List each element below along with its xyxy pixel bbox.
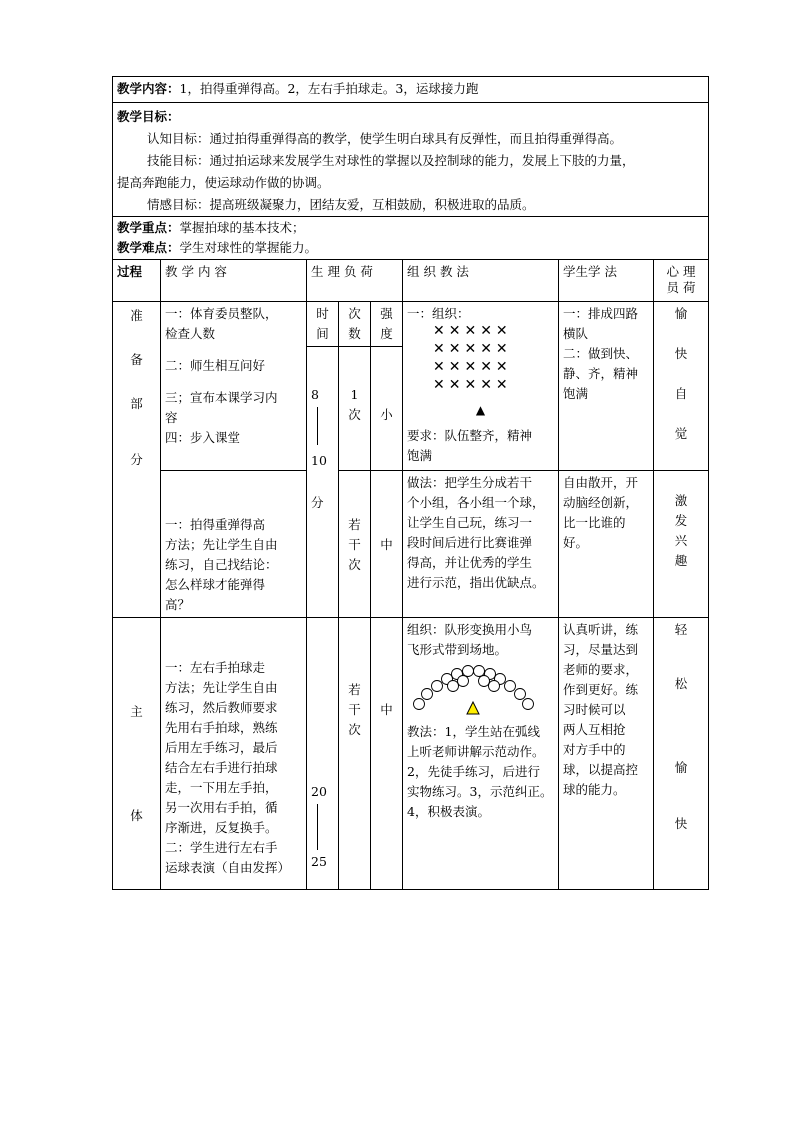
- header-row: [113, 260, 709, 302]
- header-process: 过程: [113, 260, 161, 302]
- prep-count-2: 若 干 次: [339, 471, 371, 618]
- prep-content-1: 一：体育委员整队， 检查人数 二：师生相互问好 三；宣布本课学习内 容 四：步入课堂: [161, 302, 307, 471]
- difficulty-label: 教学难点：: [117, 240, 180, 255]
- subheader-intensity: 强 度: [371, 302, 403, 347]
- main-process-cell: 主 体: [113, 618, 161, 890]
- student-circle: [523, 699, 534, 710]
- prep-study-2: 自由散开，开 动脑经创新， 比一比谁的 好。: [559, 471, 654, 618]
- key-text: 掌握拍球的基本技术；: [179, 220, 305, 235]
- header-mind: 心 理 员 荷: [654, 260, 709, 302]
- main-count: 若 干 次: [339, 618, 371, 890]
- student-circle: [505, 681, 516, 692]
- main-study: 认真听讲，练 习，尽量达到 老师的要求， 作到更好。练 习时候可以 两人互相抢 对方手中的 球，以提高控 球的能力。: [559, 618, 654, 890]
- main-mind: 轻 松 愉 快: [654, 618, 709, 890]
- formation-grid: ✕✕✕✕✕ ✕✕✕✕✕ ✕✕✕✕✕ ✕✕✕✕✕: [433, 323, 512, 393]
- main-time-cell: 20 25: [307, 618, 339, 890]
- time-range-bar: [317, 407, 318, 445]
- student-circle: [422, 689, 433, 700]
- header-method: 组 织 教 法: [403, 260, 559, 302]
- student-circle: [463, 666, 474, 677]
- main-row: [113, 618, 709, 890]
- main-content: 一：左右手拍球走 方法；先让学生自由 练习，然后教师要求 先用右手拍球，熟练 后用左手练习，最后 结合左右手进行拍球 走，一下用左手拍， 另一次用右手拍，循 序渐进，反复换手。 二：学生进行左右手 运球表演（自由发挥）: [161, 618, 307, 890]
- header-study: 学生学 法: [559, 260, 654, 302]
- prep-process-cell: 准 备 部 分: [113, 302, 161, 618]
- goals-label: 教学目标：: [117, 109, 180, 124]
- prep-time-cell: 8 10 分: [307, 347, 339, 618]
- key-difficulty-row: [113, 217, 709, 260]
- student-circle: [448, 681, 459, 692]
- prep-method-2: 做法：把学生分成若干 个小组，各小组一个球， 让学生自己玩，练习一 段时间后进行比赛谁弹 得高，并让优秀的学生 进行示范，指出优缺点。: [403, 471, 559, 618]
- subheader-count: 次 数: [339, 302, 371, 347]
- student-circle: [474, 666, 485, 677]
- prep-mind-2: 激 发 兴 趣: [654, 471, 709, 618]
- subheader-time: 时 间: [307, 302, 339, 347]
- goals-row: [113, 103, 709, 217]
- lesson-plan-page: [112, 76, 708, 890]
- goal-skill-line1: 技能目标：通过拍运球来发展学生对球性的掌握以及控制球的能力，发展上下肢的力量，: [147, 153, 635, 168]
- prep-content-2: 一：拍得重弹得高 方法；先让学生自由 练习，自己找结论： 怎么样球才能弹得 高？: [161, 471, 307, 618]
- main-time-range-bar: [317, 804, 318, 850]
- arc-formation-diagram: [407, 664, 547, 720]
- student-circle: [432, 681, 443, 692]
- prep-mind-1: 愉 快 自 觉: [654, 302, 709, 471]
- difficulty-text: 学生对球性的掌握能力。: [179, 240, 318, 255]
- prep-intensity-1: 小: [371, 347, 403, 471]
- header-load: 生 理 负 荷: [307, 260, 403, 302]
- prep-study-1: 一：排成四路 横队 二：做到快、 静、齐，精神 饱满: [559, 302, 654, 471]
- key-label: 教学重点：: [117, 220, 180, 235]
- prep-intensity-2: 中: [371, 471, 403, 618]
- header-content: 教 学 内 容: [161, 260, 307, 302]
- content-row: [113, 77, 709, 103]
- student-circle: [414, 699, 425, 710]
- prep-count-1: 1 次: [339, 347, 371, 471]
- teacher-triangle-icon: [467, 702, 479, 714]
- content-text: 1，拍得重弹得高。2，左右手拍球走。3，运球接力跑: [179, 81, 479, 96]
- teacher-triangle-icon: ▲: [475, 403, 486, 417]
- student-circle: [479, 676, 490, 687]
- content-label: 教学内容：: [117, 81, 180, 96]
- lesson-plan-table: [112, 76, 709, 890]
- student-circle: [489, 681, 500, 692]
- prep-row-1: [113, 302, 709, 347]
- main-intensity: 中: [371, 618, 403, 890]
- goal-cognitive: 认知目标：通过拍得重弹得高的教学，使学生明白球具有反弹性，而且拍得重弹得高。: [147, 131, 623, 146]
- student-circle: [515, 689, 526, 700]
- student-circle: [458, 676, 469, 687]
- goal-emotion: 情感目标：提高班级凝聚力，团结友爱，互相鼓励，积极进取的品质。: [147, 197, 535, 212]
- prep-method-1: 一：组织： ✕✕✕✕✕ ✕✕✕✕✕ ✕✕✕✕✕ ✕✕✕✕✕ ▲ 要求：队伍整齐，精神 饱满: [403, 302, 559, 471]
- goal-skill-line2: 提高奔跑能力，使运球动作做的协调。: [117, 175, 330, 190]
- main-method: 组织：队形变换用小鸟 飞形式带到场地。 教法：1，学生站在弧线 上听老师讲解示范动作。 2，先徒手练习，后进行 实物练习。3，示范纠正。 4，积极表演。: [403, 618, 559, 890]
- prep-row-2: [113, 471, 709, 618]
